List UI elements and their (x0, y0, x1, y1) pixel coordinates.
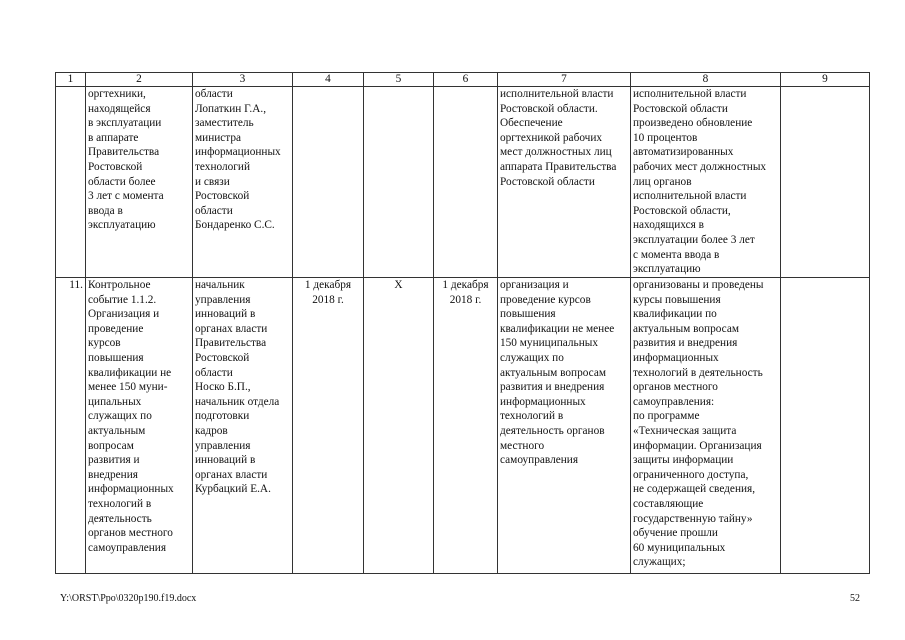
due-date: 1 декабря 2018 г. (434, 278, 498, 574)
responsible-person: начальник управления инноваций в органах власти Правительства Ростовской области Носко Б.П., начальник отдела подготовки кадров управления инноваций в органах власти Курбацкий Е.А. (193, 278, 293, 574)
actual-date: Х (364, 278, 434, 574)
table-row (56, 278, 870, 574)
due-date (434, 87, 498, 278)
notes (781, 87, 870, 278)
event-description: оргтехники, находящейся в эксплуатации в аппарате Правительства Ростовской области более 3 лет с момента ввода в эксплуатацию (86, 87, 193, 278)
event-description: Контрольное событие 1.1.2. Организация и проведение курсов повышения квалификации не менее 150 муни- ципальных служащих по актуальным вопросам развития и внедрения информационных технологий в деятельность органов местного самоуправления (86, 278, 193, 574)
actual-result: организованы и проведены курсы повышения квалификации по актуальным вопросам развития и внедрения информационных технологий в деятельность органов местного самоуправления: по программе «Техническая защита информации. Организация защиты информации ограниченного доступа, не содержащей сведения, составляющие государственную тайну» обучение прошли 60 муниципальных служащих; (631, 278, 781, 574)
row-number: 11. (56, 278, 86, 574)
report-table (55, 72, 870, 574)
col-header-8: 8 (631, 73, 781, 87)
col-header-5: 5 (364, 73, 434, 87)
file-path: Y:\ORST\Ppo\0320p190.f19.docx (60, 593, 197, 604)
planned-date (293, 87, 364, 278)
actual-date (364, 87, 434, 278)
table-row (56, 87, 870, 278)
col-header-9: 9 (781, 73, 870, 87)
page-number: 52 (850, 593, 860, 604)
responsible-person: области Лопаткин Г.А., заместитель министра информационных технологий и связи Ростовской области Бондаренко С.С. (193, 87, 293, 278)
actual-result: исполнительной власти Ростовской области произведено обновление 10 процентов автоматизированных рабочих мест должностных лиц органов исполнительной власти Ростовской области, находящихся в эксплуатации более 3 лет с момента ввода в эксплуатацию (631, 87, 781, 278)
col-header-3: 3 (193, 73, 293, 87)
col-header-6: 6 (434, 73, 498, 87)
row-number (56, 87, 86, 278)
col-header-1: 1 (56, 73, 86, 87)
notes (781, 278, 870, 574)
expected-result: организация и проведение курсов повышения квалификации не менее 150 муниципальных служащих по актуальным вопросам развития и внедрения информационных технологий в деятельность органов местного самоуправления (498, 278, 631, 574)
expected-result: исполнительной власти Ростовской области. Обеспечение оргтехникой рабочих мест должностных лиц аппарата Правительства Ростовской области (498, 87, 631, 278)
col-header-4: 4 (293, 73, 364, 87)
planned-date: 1 декабря 2018 г. (293, 278, 364, 574)
header-row (56, 73, 870, 87)
col-header-2: 2 (86, 73, 193, 87)
col-header-7: 7 (498, 73, 631, 87)
